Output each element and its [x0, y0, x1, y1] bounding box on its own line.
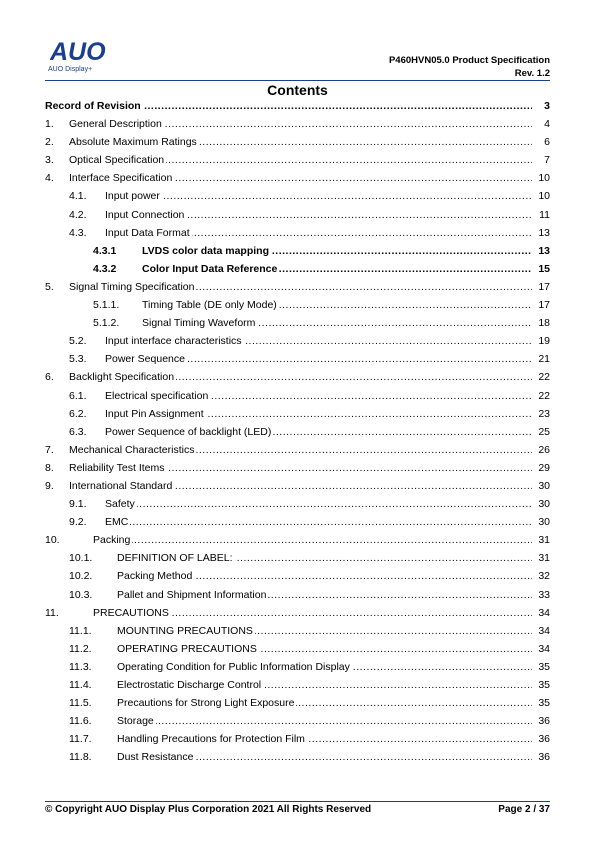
toc-entry[interactable] [45, 441, 550, 459]
toc-entry-title-leader [117, 586, 532, 604]
toc-entry-number: 11.8. [69, 751, 92, 764]
toc-entry-title: Electrostatic Discharge Control [117, 679, 262, 691]
toc-entry-title: Input interface characteristics [105, 335, 242, 348]
toc-entry-title: Timing Table (DE only Mode) [142, 299, 277, 312]
toc-entry-title-leader [105, 224, 532, 242]
toc-entry-title-leader [69, 115, 532, 133]
auo-logo-icon [50, 38, 118, 64]
toc-entry-page: 15 [537, 260, 550, 278]
toc-entry-number: 9.2. [69, 516, 87, 529]
toc-entry-title-leader [105, 387, 532, 405]
toc-entry-title-leader [117, 622, 532, 640]
toc-entry[interactable] [45, 586, 550, 604]
toc-entry-title-leader [105, 513, 532, 531]
toc-entry-title: Mechanical Characteristics [69, 443, 195, 456]
toc-entry[interactable] [45, 151, 550, 169]
toc-entry-title-leader [105, 187, 532, 205]
toc-entry-title: Electrical specification [105, 389, 209, 402]
contents-heading: Contents [267, 82, 328, 98]
toc-entry-title-leader [93, 531, 532, 549]
toc-entry-page: 3 [543, 97, 550, 115]
toc-entry-page: 11 [538, 206, 550, 224]
toc-entry[interactable] [45, 676, 550, 694]
toc-entry-title-leader [105, 405, 532, 423]
toc-entry-title-leader [117, 694, 532, 712]
toc-entry-title: Optical Specification [69, 154, 165, 167]
toc-entry-title: Power Sequence of backlight (LED) [105, 425, 272, 438]
toc-entry-title: Backlight Specification [69, 371, 175, 384]
toc-entry-title: Dust Resistance [117, 751, 194, 764]
toc-entry-title: PRECAUTIONS [93, 606, 169, 619]
toc-entry-number: 6.3. [69, 425, 87, 438]
company-logo [48, 38, 118, 78]
toc-entry-number: 4.3.2 [93, 262, 117, 275]
toc-entry[interactable] [45, 278, 550, 296]
logo-subtext: AUO Display+ [48, 66, 93, 73]
toc-entry-title: Packing [93, 534, 131, 547]
toc-entry-title: Pallet and Shipment Information [117, 588, 267, 601]
toc-entry-number: 6.2. [69, 407, 87, 420]
toc-entry-title-leader [117, 748, 532, 766]
toc-entry[interactable] [45, 477, 550, 495]
toc-entry-title: OPERATING PRECAUTIONS [117, 642, 257, 655]
toc-entry-title: Operating Condition for Public Information Display [117, 660, 350, 673]
toc-entry-title-leader [105, 350, 532, 368]
toc-entry-number: 7. [45, 443, 54, 456]
toc-entry-page: 34 [537, 604, 550, 622]
toc-entry[interactable] [45, 133, 550, 151]
toc-entry-number: 5.1.1. [93, 299, 120, 312]
toc-entry-number: 4.2. [69, 208, 87, 221]
toc-entry-title: Input Connection [105, 208, 185, 221]
toc-entry[interactable] [45, 423, 550, 441]
toc-entry[interactable] [45, 730, 550, 748]
toc-entry-number: 1. [45, 118, 54, 131]
toc-entry-page: 30 [537, 513, 550, 531]
toc-entry-number: 4.3.1 [93, 244, 117, 257]
toc-entry-page: 30 [537, 495, 550, 513]
toc-entry-title-leader [117, 640, 532, 658]
toc-entry-number: 9. [45, 479, 54, 492]
toc-entry-title-leader [117, 676, 532, 694]
toc-entry-number: 5.2. [69, 335, 87, 348]
toc-entry-title-leader [69, 459, 532, 477]
toc-entry-page: 10 [537, 169, 550, 187]
toc-entry-number: 5.1.2. [93, 317, 120, 330]
toc-entry-page: 36 [537, 748, 550, 766]
toc-entry[interactable] [45, 115, 550, 133]
toc-entry-number: 8. [45, 461, 54, 474]
toc-entry-title-leader [105, 332, 532, 350]
toc-entry-number: 10.3. [69, 588, 93, 601]
toc-entry[interactable] [45, 549, 550, 567]
toc-entry-title: Absolute Maximum Ratings [69, 136, 197, 149]
toc-entry-page: 18 [537, 314, 550, 332]
toc-entry-title: Input Data Format [105, 226, 190, 239]
footer-copyright: © Copyright AUO Display Plus Corporation 2021 All Rights Reserved [45, 804, 372, 815]
toc-entry-number: 11.4. [69, 679, 92, 691]
toc-entry-page: 6 [543, 133, 550, 151]
toc-entry[interactable] [45, 206, 550, 224]
toc-entry-number: 5. [45, 280, 54, 293]
toc-entry-title: Record of Revision [45, 100, 141, 112]
toc-entry-page: 19 [537, 332, 550, 350]
document-title: P460HVN05.0 Product Specification [388, 55, 550, 66]
toc-entry-number: 10.1. [69, 552, 93, 565]
toc-entry[interactable] [45, 187, 550, 205]
toc-entry-title: International Standard [69, 479, 173, 492]
toc-entry-page: 13 [537, 242, 550, 260]
toc-entry-title-leader [117, 730, 532, 748]
toc-entry-page: 36 [537, 730, 550, 748]
toc-entry-number: 3. [45, 154, 54, 167]
toc-entry-number: 11.3. [69, 660, 92, 673]
toc-entry-page: 31 [537, 531, 550, 549]
toc-entry[interactable] [45, 694, 550, 712]
toc-entry-title: Input Pin Assignment [105, 407, 204, 420]
toc-entry-page: 17 [537, 296, 550, 314]
toc-entry-number: 4.1. [69, 190, 87, 203]
toc-entry-title-leader [69, 368, 532, 386]
toc-entry-number: 10.2. [69, 570, 93, 583]
toc-entry-title-leader [69, 151, 532, 169]
toc-entry[interactable] [45, 97, 550, 115]
toc-entry-number: 5.3. [69, 353, 87, 366]
document-revision: Rev. 1.2 [514, 68, 550, 79]
toc-entry-number: 4. [45, 172, 54, 185]
toc-entry-page: 21 [537, 350, 550, 368]
toc-entry-title: Reliability Test Items [69, 461, 165, 474]
toc-entry-title: Color Input Data Reference [142, 262, 278, 275]
toc-entry[interactable] [45, 658, 550, 676]
toc-entry-title: DEFINITION OF LABEL: [117, 552, 233, 565]
toc-entry[interactable] [45, 350, 550, 368]
toc-entry[interactable] [45, 169, 550, 187]
toc-entry[interactable] [45, 332, 550, 350]
toc-entry-title-leader [142, 260, 532, 278]
toc-entry[interactable] [45, 622, 550, 640]
toc-entry-page: 35 [537, 658, 550, 676]
toc-entry[interactable] [45, 387, 550, 405]
toc-entry-page: 17 [537, 278, 550, 296]
toc-entry-title: Safety [105, 498, 135, 511]
toc-entry-title: MOUNTING PRECAUTIONS [117, 624, 253, 637]
toc-entry-number: 6. [45, 371, 54, 384]
toc-entry-number: 10. [45, 534, 60, 547]
toc-entry-title-leader [117, 567, 532, 585]
toc-entry-page: 22 [537, 387, 550, 405]
header-divider [45, 80, 550, 81]
toc-entry-title-leader [117, 712, 532, 730]
toc-entry-page: 30 [537, 477, 550, 495]
toc-entry-title-leader [142, 242, 532, 260]
footer-page-number: Page 2 / 37 [498, 804, 550, 815]
toc-entry-title: Precautions for Strong Light Exposure [117, 697, 295, 710]
toc-entry[interactable] [45, 748, 550, 766]
toc-entry-page: 35 [537, 694, 550, 712]
toc-entry-title: Power Sequence [105, 353, 185, 366]
toc-entry-title-leader [117, 549, 532, 567]
toc-entry[interactable] [45, 712, 550, 730]
toc-entry[interactable] [45, 604, 550, 622]
toc-entry-page: 36 [537, 712, 550, 730]
toc-entry[interactable] [45, 531, 550, 549]
toc-entry[interactable] [45, 368, 550, 386]
svg-text:AUO: AUO [50, 38, 106, 64]
toc-entry-title-leader [93, 604, 532, 622]
footer-divider [45, 801, 550, 802]
toc-entry-number: 6.1. [69, 389, 87, 402]
toc-entry-title-leader [45, 97, 532, 115]
toc-entry[interactable] [45, 567, 550, 585]
toc-entry-number: 11.6. [69, 715, 92, 728]
toc-entry-number: 4.3. [69, 226, 87, 239]
toc-entry[interactable] [45, 314, 550, 332]
toc-entry-number: 11. [45, 606, 59, 619]
toc-entry-page: 4 [543, 115, 550, 133]
toc-entry-number: 9.1. [69, 498, 87, 511]
toc-entry-title: Signal Timing Waveform [142, 317, 256, 330]
toc-entry[interactable] [45, 513, 550, 531]
toc-entry-title-leader [105, 423, 532, 441]
toc-entry-title: Handling Precautions for Protection Film [117, 733, 305, 746]
toc-entry-number: 11.1. [69, 624, 92, 637]
toc-entry-page: 23 [537, 405, 550, 423]
toc-entry-page: 34 [537, 640, 550, 658]
toc-entry-page: 29 [537, 459, 550, 477]
toc-entry-page: 34 [537, 622, 550, 640]
toc-entry-title: General Description [69, 118, 162, 131]
toc-entry-number: 11.5. [69, 697, 92, 710]
toc-entry-page: 7 [543, 151, 550, 169]
toc-entry[interactable] [45, 405, 550, 423]
toc-entry-title-leader [105, 495, 532, 513]
toc-entry-title-leader [69, 278, 532, 296]
toc-entry-page: 13 [537, 224, 550, 242]
toc-entry[interactable] [45, 459, 550, 477]
toc-entry-title: EMC [105, 516, 129, 529]
toc-entry-title-leader [69, 133, 532, 151]
toc-entry-title: LVDS color data mapping [142, 244, 269, 257]
toc-entry-number: 11.7. [69, 733, 92, 746]
toc-entry-page: 32 [537, 567, 550, 585]
toc-entry-title-leader [117, 658, 532, 676]
toc-entry-page: 10 [537, 187, 550, 205]
toc-entry-title: Interface Specification [69, 172, 173, 185]
toc-entry-page: 31 [537, 549, 550, 567]
toc-entry-title: Storage [117, 715, 154, 728]
toc-entry-page: 26 [537, 441, 550, 459]
toc-entry-title-leader [142, 314, 532, 332]
toc-entry-title: Input power [105, 190, 160, 203]
toc-entry-page: 22 [537, 368, 550, 386]
toc-entry-page: 35 [537, 676, 550, 694]
toc-entry-page: 33 [537, 586, 550, 604]
toc-entry-title-leader [69, 477, 532, 495]
toc-entry-title-leader [105, 206, 532, 224]
toc-entry-title: Signal Timing Specification [69, 280, 195, 293]
toc-entry[interactable] [45, 242, 550, 260]
toc-entry[interactable] [45, 260, 550, 278]
toc-entry-title-leader [69, 169, 532, 187]
toc-entry-number: 2. [45, 136, 54, 149]
table-of-contents [45, 97, 550, 766]
toc-entry-title: Packing Method [117, 570, 193, 583]
toc-entry-number: 11.2. [69, 642, 92, 655]
toc-entry[interactable] [45, 224, 550, 242]
toc-entry[interactable] [45, 495, 550, 513]
toc-entry-title-leader [69, 441, 532, 459]
toc-entry[interactable] [45, 296, 550, 314]
toc-entry[interactable] [45, 640, 550, 658]
toc-entry-title-leader [142, 296, 532, 314]
toc-entry-page: 25 [537, 423, 550, 441]
